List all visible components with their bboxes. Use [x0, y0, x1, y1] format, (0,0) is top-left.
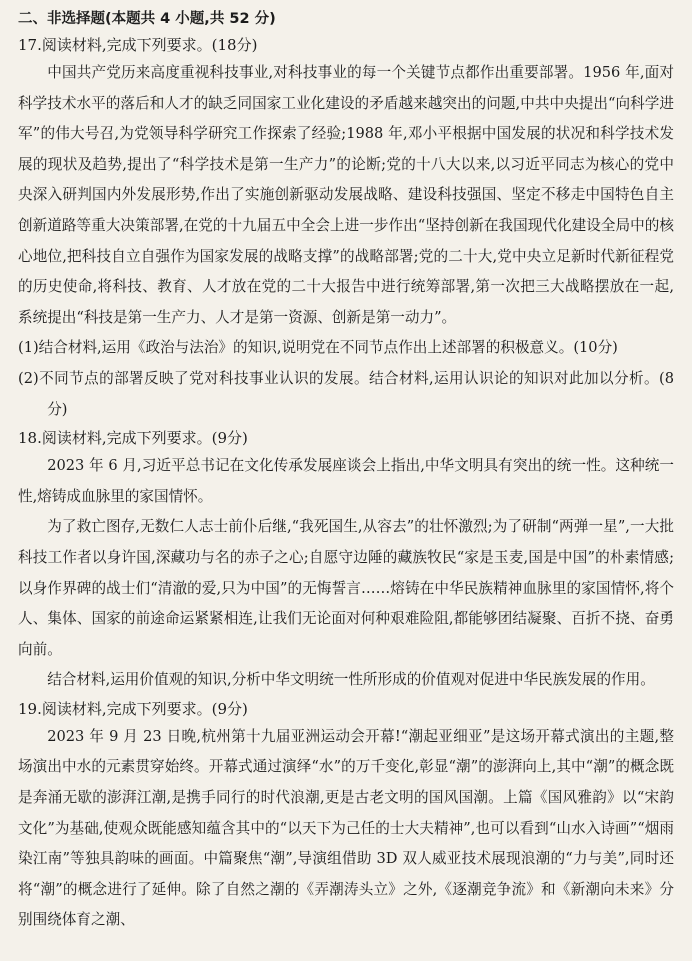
question-18: [18, 425, 674, 696]
question-18-paragraph-1: 2023 年 6 月,习近平总书记在文化传承发展座谈会上指出,中华文明具有突出的统一性。这种统一性,熔铸成血脉里的家国情怀。: [18, 457, 674, 505]
question-19: [18, 696, 674, 936]
question-18-heading: 18.阅读材料,完成下列要求。(9分): [18, 429, 248, 448]
question-17-heading: 17.阅读材料,完成下列要求。(18分): [18, 36, 258, 54]
question-17-sub1: (1)结合材料,运用《政治与法治》的知识,说明党在不同节点作出上述部署的积极意义。(10分): [18, 339, 618, 357]
question-19-heading: 19.阅读材料,完成下列要求。(9分): [18, 699, 248, 718]
section-title: 二、非选择题(本题共 4 小题,共 52 分): [18, 11, 276, 27]
question-17-sub2: (2)不同节点的部署反映了党对科技事业认识的发展。结合材料,运用认识论的知识对此加以分析。(8分): [18, 369, 674, 418]
question-18-task: 结合材料,运用价值观的知识,分析中华文明统一性所形成的价值观对促进中华民族发展的作用。: [47, 671, 655, 689]
question-19-paragraph-1: 2023 年 9 月 23 日晚,杭州第十九届亚洲运动会开幕!“潮起亚细亚”是这场开幕式演出的主题,整场演出中水的元素贯穿始终。开幕式通过演绎“水”的万千变化,彰显“潮”的澎湃向上,其中“潮”的概念既是奔涌无歇的澎湃江潮,是携手同行的时代浪潮,更是古老文明的国风国潮。上篇《国风雅韵》以“宋韵文化”为基础,使观众既能感知蕴含其中的“以天下为己任的士大夫精神”,也可以看到“山水入诗画”“烟雨染江南”等独具韵味的画面。中篇聚焦“潮”,导演组借助 3D 双人威亚技术展现浪潮的“力与美”,同时还将“潮”的概念进行了延伸。除了自然之潮的《弄潮涛头立》之外,《逐潮竞争流》和《新潮向未来》分别围绕体育之潮、: [18, 727, 674, 929]
question-17: [18, 32, 674, 425]
question-18-paragraph-2: 为了救亡图存,无数仁人志士前仆后继,“我死国生,从容去”的壮怀激烈;为了研制“两弹一星”,一大批科技工作者以身许国,深藏功与名的赤子之心;自愿守边陲的藏族牧民“家是玉麦,国是中国”的朴素情感;以身作界碑的战士们“清澈的爱,只为中国”的无悔誓言……熔铸在中华民族精神血脉里的家国情怀,将个人、集体、国家的前途命运紧紧相连,让我们无论面对何种艰难险阻,都能够团结凝聚、百折不挠、奋勇向前。: [18, 518, 674, 658]
question-17-material: 中国共产党历来高度重视科技事业,对科技事业的每一个关键节点都作出重要部署。1956 年,面对科学技术水平的落后和人才的缺乏同国家工业化建设的矛盾越来越突出的问题,中共中央提出“向科学进军”的伟大号召,为党领导科学研究工作探索了经验;1988 年,邓小平根据中国发展的状况和科学技术发展的现状及趋势,提出了“科学技术是第一生产力”的论断;党的十八大以来,以习近平同志为核心的党中央深入研判国内外发展形势,作出了实施创新驱动发展战略、建设科技强国、坚定不移走中国特色自主创新道路等重大决策部署,在党的十九届五中全会上进一步作出“坚持创新在我国现代化建设全局中的核心地位,把科技自立自强作为国家发展的战略支撑”的战略部署;党的二十大,党中央立足新时代新征程党的历史使命,将科技、教育、人才放在党的二十大报告中进行统筹部署,第一次把三大战略摆放在一起,系统提出“科技是第一生产力、人才是第一资源、创新是第一动力”。: [18, 64, 674, 326]
